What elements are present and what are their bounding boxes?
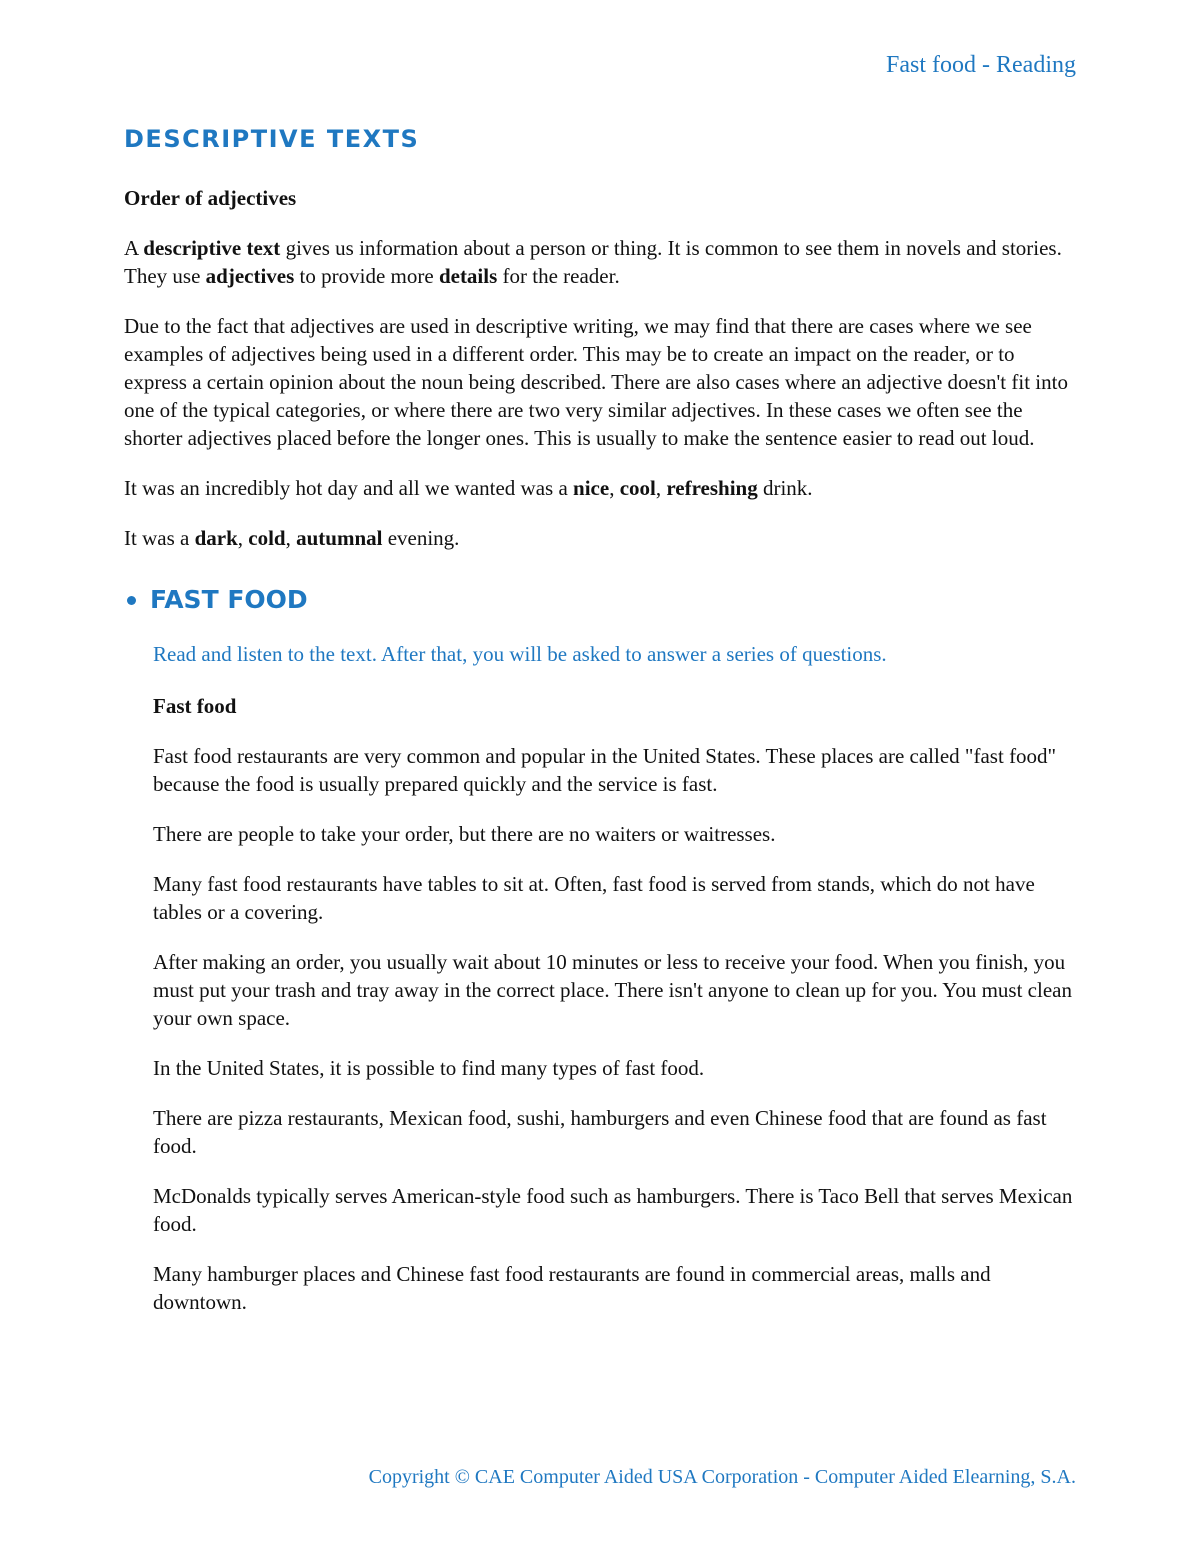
- bold-term: adjectives: [205, 264, 295, 288]
- instruction-text: Read and listen to the text. After that, you will be asked to answer a series of questions.: [153, 642, 887, 666]
- intro-paragraph: A descriptive text gives us information about a person or thing. It is common to see them in novels and stories. They use adjectives to provide more details for the reader.: [124, 236, 1062, 288]
- bold-term: descriptive text: [143, 236, 281, 260]
- sub-heading: Order of adjectives: [124, 186, 297, 210]
- example-sentence-1: It was an incredibly hot day and all we wanted was a nice, cool, refreshing drink.: [124, 476, 813, 500]
- bold-term: cool: [619, 476, 656, 500]
- reading-paragraph: There are pizza restaurants, Mexican food, sushi, hamburgers and even Chinese food that are found as fast food.: [153, 1106, 1047, 1158]
- main-heading: DESCRIPTIVE TEXTS: [124, 125, 420, 153]
- example-sentence-2: It was a dark, cold, autumnal evening.: [124, 526, 460, 550]
- copyright-footer: Copyright © CAE Computer Aided USA Corporation - Computer Aided Elearning, S.A.: [368, 1466, 1076, 1488]
- bold-term: refreshing: [666, 476, 758, 500]
- explanation-paragraph: Due to the fact that adjectives are used in descriptive writing, we may find that there are cases where we see examples of adjectives being used in a different order. This may be to create an impact on the reader, or to express a certain opinion about the noun being described. There are also cases where an adjective doesn't fit into one of the typical categories, or where there are two very similar adjectives. In these cases we often see the shorter adjectives placed before the longer ones. This is usually to make the sentence easier to read out loud.: [124, 314, 1068, 450]
- bold-term: cold: [248, 526, 286, 550]
- fast-food-section: [124, 640, 1074, 1316]
- running-header: Fast food - Reading: [886, 52, 1076, 78]
- bold-term: dark: [194, 526, 238, 550]
- reading-paragraph: Many hamburger places and Chinese fast food restaurants are found in commercial areas, malls and downtown.: [153, 1262, 991, 1314]
- reading-paragraph: Fast food restaurants are very common and popular in the United States. These places are called "fast food" because the food is usually prepared quickly and the service is fast.: [153, 744, 1057, 796]
- bold-term: autumnal: [296, 526, 383, 550]
- reading-paragraph: There are people to take your order, but there are no waiters or waitresses.: [153, 822, 776, 846]
- reading-paragraph: McDonalds typically serves American-style food such as hamburgers. There is Taco Bell that serves Mexican food.: [153, 1184, 1073, 1236]
- bold-term: details: [438, 264, 498, 288]
- reading-paragraph: After making an order, you usually wait about 10 minutes or less to receive your food. When you finish, you must put your trash and tray away in the correct place. There isn't anyone to clean up for you. You must clean your own space.: [153, 950, 1072, 1030]
- reading-paragraph: Many fast food restaurants have tables to sit at. Often, fast food is served from stands, which do not have tables or a covering.: [153, 872, 1035, 924]
- page-content: [124, 118, 1074, 1316]
- section-heading-label: FAST FOOD: [150, 585, 308, 614]
- section-heading: [124, 584, 1074, 616]
- reading-title: Fast food: [153, 694, 237, 718]
- bold-term: nice: [573, 476, 610, 500]
- reading-paragraph: In the United States, it is possible to find many types of fast food.: [153, 1056, 705, 1080]
- bullet-icon: [127, 596, 136, 605]
